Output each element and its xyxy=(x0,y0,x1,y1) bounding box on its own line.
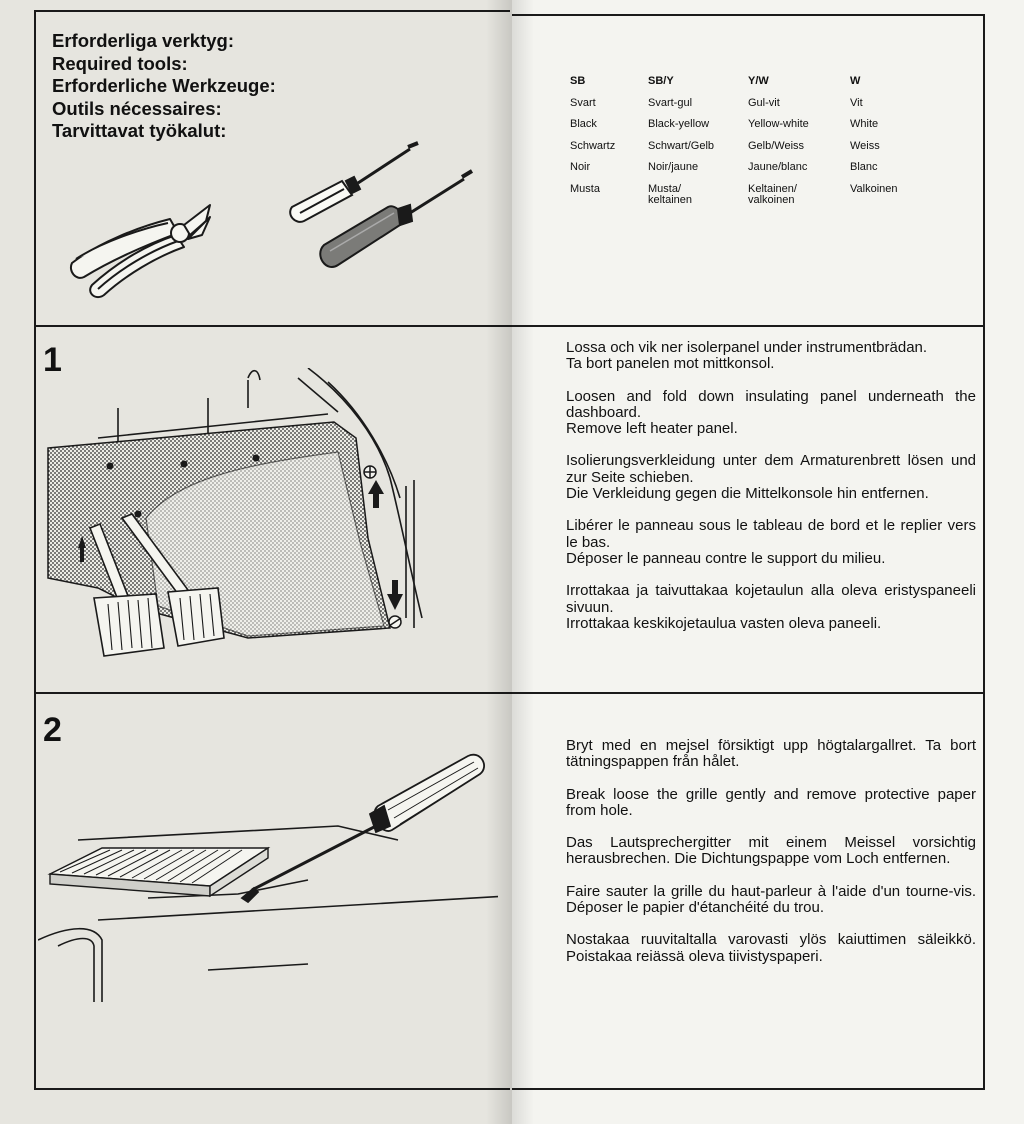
instruction-line: Irrottakaa keskikojetaulua vasten oleva paneeli. xyxy=(566,614,882,632)
divider-line xyxy=(512,692,985,694)
instruction-en xyxy=(566,389,976,438)
wire-color-name: Gul-vit xyxy=(748,96,780,109)
instruction-fi xyxy=(566,583,976,632)
step-number-2: 2 xyxy=(43,711,62,749)
tools-heading-de: Erforderliche Werkzeuge: xyxy=(52,75,276,96)
tools-heading-en: Required tools: xyxy=(52,52,188,74)
instruction-line: Loosen and fold down insulating panel underneath the dashboard. xyxy=(566,387,976,421)
wire-color-name: Noir/jaune xyxy=(648,161,699,173)
wire-color-name: Vit xyxy=(850,96,863,109)
instruction-fi: Nostakaa ruuvitaltalla varovasti ylös kaiuttimen säleikkö. Poistakaa reiässä oleva tiivistyspaperi. xyxy=(566,931,976,965)
wire-color-name: Musta/ keltainen xyxy=(648,182,693,206)
step-number-1: 1 xyxy=(43,341,62,379)
wire-color-name: Svart-gul xyxy=(648,96,693,109)
instruction-line: Lossa och vik ner isolerpanel under instrumentbrädan. xyxy=(566,339,928,356)
instruction-line: Ta bort panelen mot mittkonsol. xyxy=(566,355,775,373)
wire-color-code: Y/W xyxy=(748,75,769,87)
instruction-line: Irrottakaa ja taivuttakaa kojetaulun alla oleva eristyspaneeli sivuun. xyxy=(566,582,976,616)
step-2-instructions xyxy=(566,738,976,981)
speaker-grille-illustration xyxy=(38,740,498,1040)
wire-color-name: White xyxy=(850,118,879,130)
divider-line xyxy=(34,325,512,327)
wire-color-code: SB xyxy=(570,75,586,87)
wire-color-code: W xyxy=(850,75,861,87)
wire-color-column xyxy=(570,71,615,200)
tools-heading-sv: Erforderliga verktyg: xyxy=(52,30,234,51)
instruction-de xyxy=(566,453,976,502)
instruction-sv: Bryt med en mejsel försiktigt upp högtalargallret. Ta bort tätningspappen från hålet. xyxy=(566,737,976,771)
instruction-line: Déposer le panneau contre le support du milieu. xyxy=(566,549,886,567)
instruction-fr xyxy=(566,518,976,567)
wire-color-name: Schwart/Gelb xyxy=(648,139,715,152)
wire-color-column xyxy=(850,71,898,200)
instruction-de: Das Lautsprechergitter mit einem Meissel vorsichtig herausbrechen. Die Dichtungspappe vom Loch entfernen. xyxy=(566,834,976,868)
instruction-line: Remove left heater panel. xyxy=(566,420,738,438)
wire-color-code: SB/Y xyxy=(648,75,674,87)
wire-color-name: Blanc xyxy=(850,161,878,173)
right-page xyxy=(512,0,1024,1124)
required-tools-heading xyxy=(52,30,276,143)
instruction-sv xyxy=(566,340,976,373)
instruction-line: Libérer le panneau sous le tableau de bord et le replier vers le bas. xyxy=(566,517,976,551)
step-1-instructions xyxy=(566,340,976,648)
wire-color-name: Noir xyxy=(570,161,591,173)
tools-illustration xyxy=(60,135,480,305)
wire-color-name: Schwartz xyxy=(570,139,616,152)
instruction-fr: Faire sauter la grille du haut-parleur à l'aide d'un tourne-vis. Déposer le papier d'étanchéité du trou. xyxy=(566,882,976,917)
wire-color-name: Weiss xyxy=(850,139,880,152)
wire-color-name: Black xyxy=(570,118,597,130)
divider-line xyxy=(512,325,985,327)
wire-color-name: Valkoinen xyxy=(850,182,898,195)
wire-color-name: Musta xyxy=(570,182,600,195)
wire-color-column xyxy=(648,71,714,206)
speaker-grille-icon xyxy=(50,848,268,896)
wire-color-name: Svart xyxy=(570,96,596,109)
tools-heading-fi: Tarvittavat työkalut: xyxy=(52,120,227,141)
wire-color-name: Gelb/Weiss xyxy=(748,139,805,152)
instruction-line: Die Verkleidung gegen die Mittelkonsole hin entfernen. xyxy=(566,485,929,503)
wire-color-column xyxy=(748,71,818,206)
wire-color-name: Black-yellow xyxy=(648,118,710,130)
wire-color-name: Keltainen/ valkoinen xyxy=(748,182,797,206)
insulating-panel-illustration xyxy=(38,368,438,668)
screwdriver-icon xyxy=(242,755,484,902)
instruction-line: Isolierungsverkleidung unter dem Armaturenbrett lösen und zur Seite schieben. xyxy=(566,452,976,486)
wire-color-name: Jaune/blanc xyxy=(748,161,808,173)
divider-line xyxy=(34,692,512,694)
pliers-icon xyxy=(71,205,210,297)
wire-color-name: Yellow-white xyxy=(748,118,809,130)
instruction-en: Break loose the grille gently and remove protective paper from hole. xyxy=(566,785,976,819)
tools-heading-fr: Outils nécessaires: xyxy=(52,97,222,119)
